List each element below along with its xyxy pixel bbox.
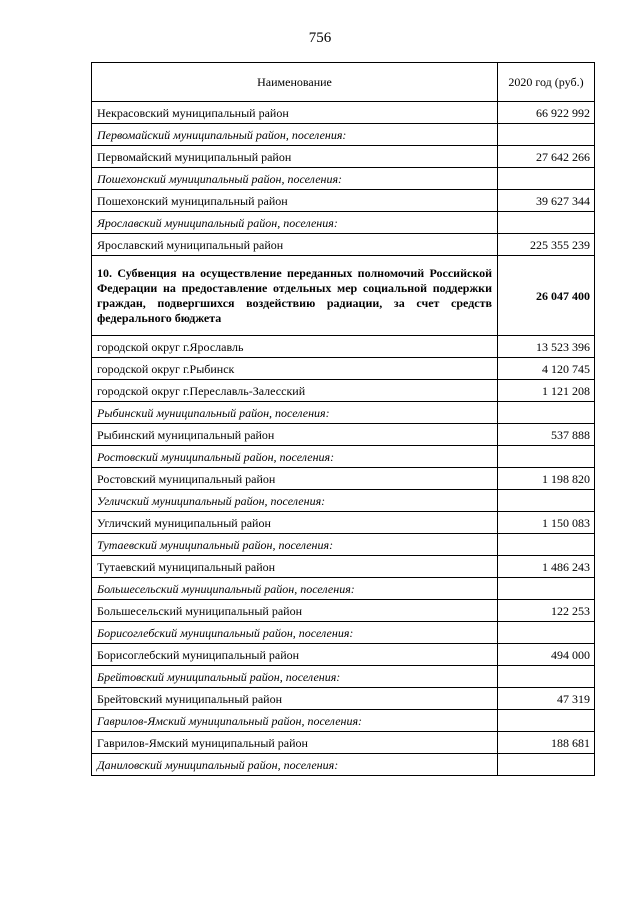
row-value-cell: 1 486 243 xyxy=(498,556,595,578)
page-number: 756 xyxy=(308,30,332,46)
row-value-cell: 122 253 xyxy=(498,600,595,622)
row-value-cell xyxy=(498,710,595,732)
table-row xyxy=(92,578,595,600)
table-row xyxy=(92,622,595,644)
row-name-cell: городской округ г.Переславль-Залесский xyxy=(92,380,498,402)
row-name-cell: Тутаевский муниципальный район xyxy=(92,556,498,578)
row-name-cell: Брейтовский муниципальный район, поселения: xyxy=(92,666,498,688)
row-name-cell: Ярославский муниципальный район, поселения: xyxy=(92,212,498,234)
row-value-cell: 66 922 992 xyxy=(498,102,595,124)
row-name-cell: Некрасовский муниципальный район xyxy=(92,102,498,124)
table-row xyxy=(92,600,595,622)
table-row xyxy=(92,358,595,380)
row-value-cell xyxy=(498,666,595,688)
row-name-cell: Большесельский муниципальный район xyxy=(92,600,498,622)
row-name-cell: Угличский муниципальный район, поселения: xyxy=(92,490,498,512)
row-name-cell: Рыбинский муниципальный район, поселения: xyxy=(92,402,498,424)
row-value-cell xyxy=(498,622,595,644)
row-name-cell: Даниловский муниципальный район, поселения: xyxy=(92,754,498,776)
row-value-cell xyxy=(498,212,595,234)
table-row xyxy=(92,402,595,424)
row-name-cell: Ростовский муниципальный район xyxy=(92,468,498,490)
row-value-cell xyxy=(498,578,595,600)
table-row xyxy=(92,190,595,212)
row-name-cell: городской округ г.Рыбинск xyxy=(92,358,498,380)
row-name-cell: Тутаевский муниципальный район, поселения: xyxy=(92,534,498,556)
table-row xyxy=(92,688,595,710)
row-value-cell xyxy=(498,446,595,468)
header-value: 2020 год (руб.) xyxy=(498,63,595,102)
row-value-cell xyxy=(498,534,595,556)
table-row xyxy=(92,556,595,578)
table-row xyxy=(92,424,595,446)
row-name-cell: Пошехонский муниципальный район, поселения: xyxy=(92,168,498,190)
table-row xyxy=(92,534,595,556)
table-row xyxy=(92,490,595,512)
row-name-cell: Гаврилов-Ямский муниципальный район, поселения: xyxy=(92,710,498,732)
row-value-cell: 27 642 266 xyxy=(498,146,595,168)
row-name-cell: Ярославский муниципальный район xyxy=(92,234,498,256)
row-name-cell: Большесельский муниципальный район, поселения: xyxy=(92,578,498,600)
row-value-cell: 47 319 xyxy=(498,688,595,710)
table-row xyxy=(92,380,595,402)
row-value-cell: 13 523 396 xyxy=(498,336,595,358)
row-value-cell: 26 047 400 xyxy=(498,256,595,336)
row-value-cell: 1 198 820 xyxy=(498,468,595,490)
row-value-cell xyxy=(498,124,595,146)
row-name-cell: Первомайский муниципальный район, поселения: xyxy=(92,124,498,146)
table-row xyxy=(92,102,595,124)
row-name-cell: 10. Субвенция на осуществление переданных полномочий Российской Федерации на предоставление отдельных мер социальной поддержки граждан, подвергшихся воздействию радиации, за счет средств федерального бюджета xyxy=(92,256,498,336)
row-value-cell: 4 120 745 xyxy=(498,358,595,380)
row-name-cell: Брейтовский муниципальный район xyxy=(92,688,498,710)
row-name-cell: городской округ г.Ярославль xyxy=(92,336,498,358)
table-row xyxy=(92,512,595,534)
row-name-cell: Ростовский муниципальный район, поселения: xyxy=(92,446,498,468)
table-header-row xyxy=(92,63,595,102)
row-name-cell: Рыбинский муниципальный район xyxy=(92,424,498,446)
row-value-cell: 1 121 208 xyxy=(498,380,595,402)
row-name-cell: Борисоглебский муниципальный район xyxy=(92,644,498,666)
row-name-cell: Борисоглебский муниципальный район, поселения: xyxy=(92,622,498,644)
table-body xyxy=(92,102,595,776)
row-name-cell: Угличский муниципальный район xyxy=(92,512,498,534)
row-name-cell: Первомайский муниципальный район xyxy=(92,146,498,168)
row-value-cell xyxy=(498,490,595,512)
row-value-cell: 39 627 344 xyxy=(498,190,595,212)
row-name-cell: Пошехонский муниципальный район xyxy=(92,190,498,212)
table-row xyxy=(92,732,595,754)
row-value-cell: 225 355 239 xyxy=(498,234,595,256)
table-row xyxy=(92,212,595,234)
table-row xyxy=(92,124,595,146)
row-value-cell: 537 888 xyxy=(498,424,595,446)
table-row xyxy=(92,468,595,490)
row-value-cell xyxy=(498,168,595,190)
table-row xyxy=(92,666,595,688)
table-row xyxy=(92,256,595,336)
table-row xyxy=(92,234,595,256)
header-name: Наименование xyxy=(92,63,498,102)
table-row xyxy=(92,446,595,468)
table-row xyxy=(92,710,595,732)
row-value-cell xyxy=(498,402,595,424)
budget-table xyxy=(91,62,595,776)
row-name-cell: Гаврилов-Ямский муниципальный район xyxy=(92,732,498,754)
row-value-cell: 188 681 xyxy=(498,732,595,754)
row-value-cell: 494 000 xyxy=(498,644,595,666)
table-row xyxy=(92,644,595,666)
row-value-cell xyxy=(498,754,595,776)
table-row xyxy=(92,146,595,168)
table-row xyxy=(92,754,595,776)
row-value-cell: 1 150 083 xyxy=(498,512,595,534)
table-row xyxy=(92,336,595,358)
table-row xyxy=(92,168,595,190)
